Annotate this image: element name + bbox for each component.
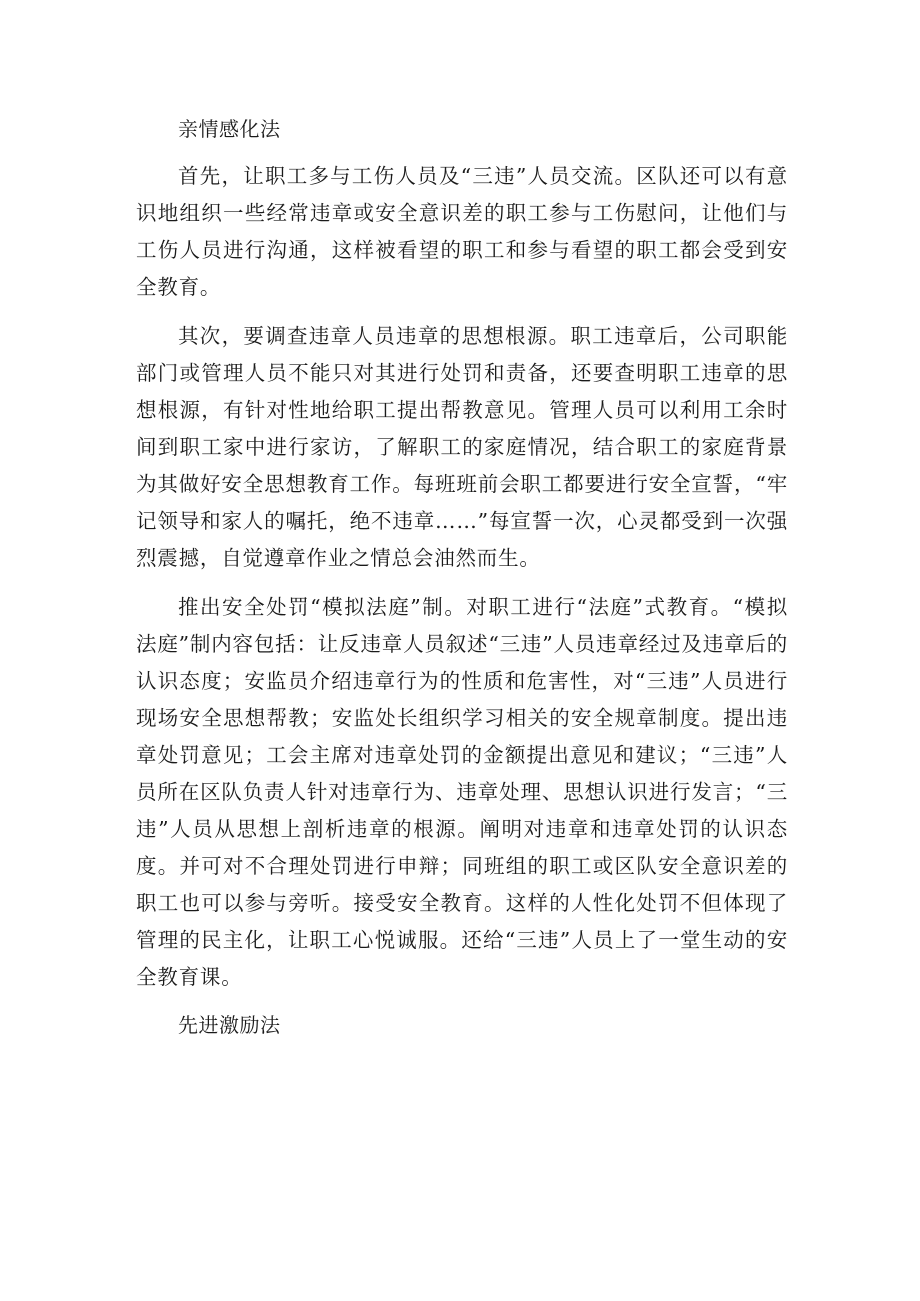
paragraph-communication: 首先，让职工多与工伤人员及“三违”人员交流。区队还可以有意识地组织一些经常违章或安全意识差的职工参与工伤慰问，让他们与工伤人员进行沟通，这样被看望的职工和参与看望的职工都会受到安全教育。 (136, 164, 788, 299)
document-body (136, 112, 788, 1054)
section-heading-advanced-incentive: 先进激励法 (178, 1013, 281, 1037)
paragraph-mock-court: 推出安全处罚“模拟法庭”制。对职工进行“法庭”式教育。“模拟法庭”制内容包括：让反违章人员叙述“三违”人员违章经过及违章后的认识态度；安监员介绍违章行为的性质和危害性，对“三违”人员进行现场安全思想帮教；安监处长组织学习相关的安全规章制度。提出违章处罚意见；工会主席对违章处罚的金额提出意见和建议；“三违”人员所在区队负责人针对违章行为、违章处理、思想认识进行发言；“三违”人员从思想上剖析违章的根源。阐明对违章和违章处罚的认识态度。并可对不合理处罚进行申辩；同班组的职工或区队安全意识差的职工也可以参与旁听。接受安全教育。这样的人性化处罚不但体现了管理的民主化，让职工心悦诚服。还给“三违”人员上了一堂生动的安全教育课。 (136, 595, 788, 989)
paragraph-root-cause: 其次，要调查违章人员违章的思想根源。职工违章后，公司职能部门或管理人员不能只对其进行处罚和责备，还要查明职工违章的思想根源，有针对性地给职工提出帮教意见。管理人员可以利用工余时间到职工家中进行家访，了解职工的家庭情况，结合职工的家庭背景为其做好安全思想教育工作。每班班前会职工都要进行安全宣誓，“牢记领导和家人的嘱托，绝不违章……”每宣誓一次，心灵都受到一次强烈震撼，自觉遵章作业之情总会油然而生。 (136, 324, 788, 570)
section-heading-family-affection: 亲情感化法 (178, 117, 281, 141)
